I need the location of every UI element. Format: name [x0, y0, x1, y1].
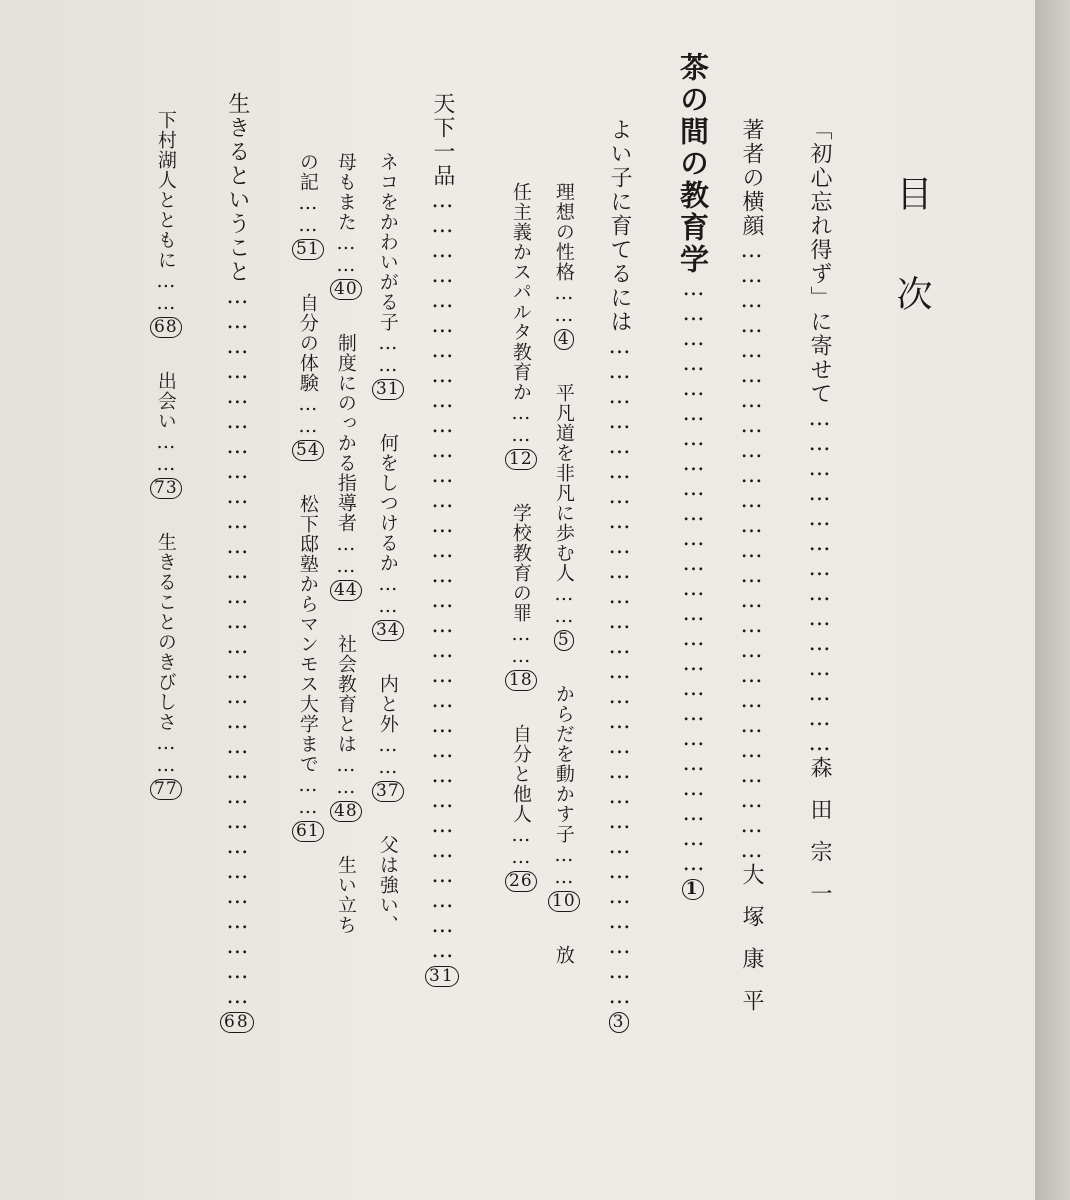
author-name: 大塚康平: [739, 863, 764, 1031]
toc-subline: 任主義かスパルタ教育か……12学校教育の罪……18自分と他人……26: [505, 182, 537, 895]
toc-title: 目次: [891, 175, 932, 315]
page-number: 68: [150, 317, 182, 338]
page-number: 26: [505, 871, 537, 892]
author-name: 森田宗一: [807, 756, 832, 924]
page-number: 37: [372, 781, 404, 802]
page-number: 73: [150, 478, 182, 499]
toc-entry-foreword[interactable]: 「初心忘れ得ず」に寄せて……………………………………森田宗一: [807, 118, 832, 924]
page-number: 51: [292, 239, 324, 260]
toc-section[interactable]: よい子に育てるには………………………………………………………………………3: [607, 118, 632, 1032]
toc-subline: ネコをかわいがる子……31何をしつけるか……34内と外……37父は強い、: [372, 152, 404, 935]
toc-section[interactable]: 生きるということ……………………………………………………………………………68: [220, 92, 254, 1036]
toc-subline: 母もまた……40制度にのっかる指導者……44社会教育とは……48生い立ち: [330, 152, 362, 935]
page-number: 10: [548, 891, 580, 912]
toc-chapter-heading[interactable]: 茶の間の教育学………………………………………………………………1: [676, 52, 710, 899]
page-number: 5: [554, 630, 574, 651]
toc-entry-author-profile[interactable]: 著者の横顔…………………………………………………………………大塚康平: [739, 118, 764, 1031]
page-number: 31: [372, 379, 404, 400]
page-number: 48: [330, 801, 362, 822]
page-number: 77: [150, 779, 182, 800]
page-number: 44: [330, 580, 362, 601]
page-number: 18: [505, 670, 537, 691]
toc-subline: 下村湖人とともに……68出会い……73生きることのきびしさ……77: [150, 110, 182, 803]
page-edge: [1035, 0, 1070, 1200]
page-number: 61: [292, 821, 324, 842]
page-number: 68: [220, 1012, 254, 1033]
page-number: 1: [682, 879, 705, 900]
page-number: 4: [554, 329, 574, 350]
page-number: 3: [609, 1012, 630, 1033]
page-number: 40: [330, 279, 362, 300]
page-number: 54: [292, 440, 324, 461]
toc-subline: の記……51自分の体験……54松下邸塾からマンモス大学まで……61: [292, 152, 324, 845]
page-number: 31: [425, 966, 459, 987]
page-number: 12: [505, 449, 537, 470]
page-number: 34: [372, 620, 404, 641]
toc-section[interactable]: 天下一品…………………………………………………………………………………31: [425, 92, 459, 990]
toc-subline: 理想の性格……4平凡道を非凡に歩む人……5からだを動かす子……10放: [548, 182, 580, 965]
